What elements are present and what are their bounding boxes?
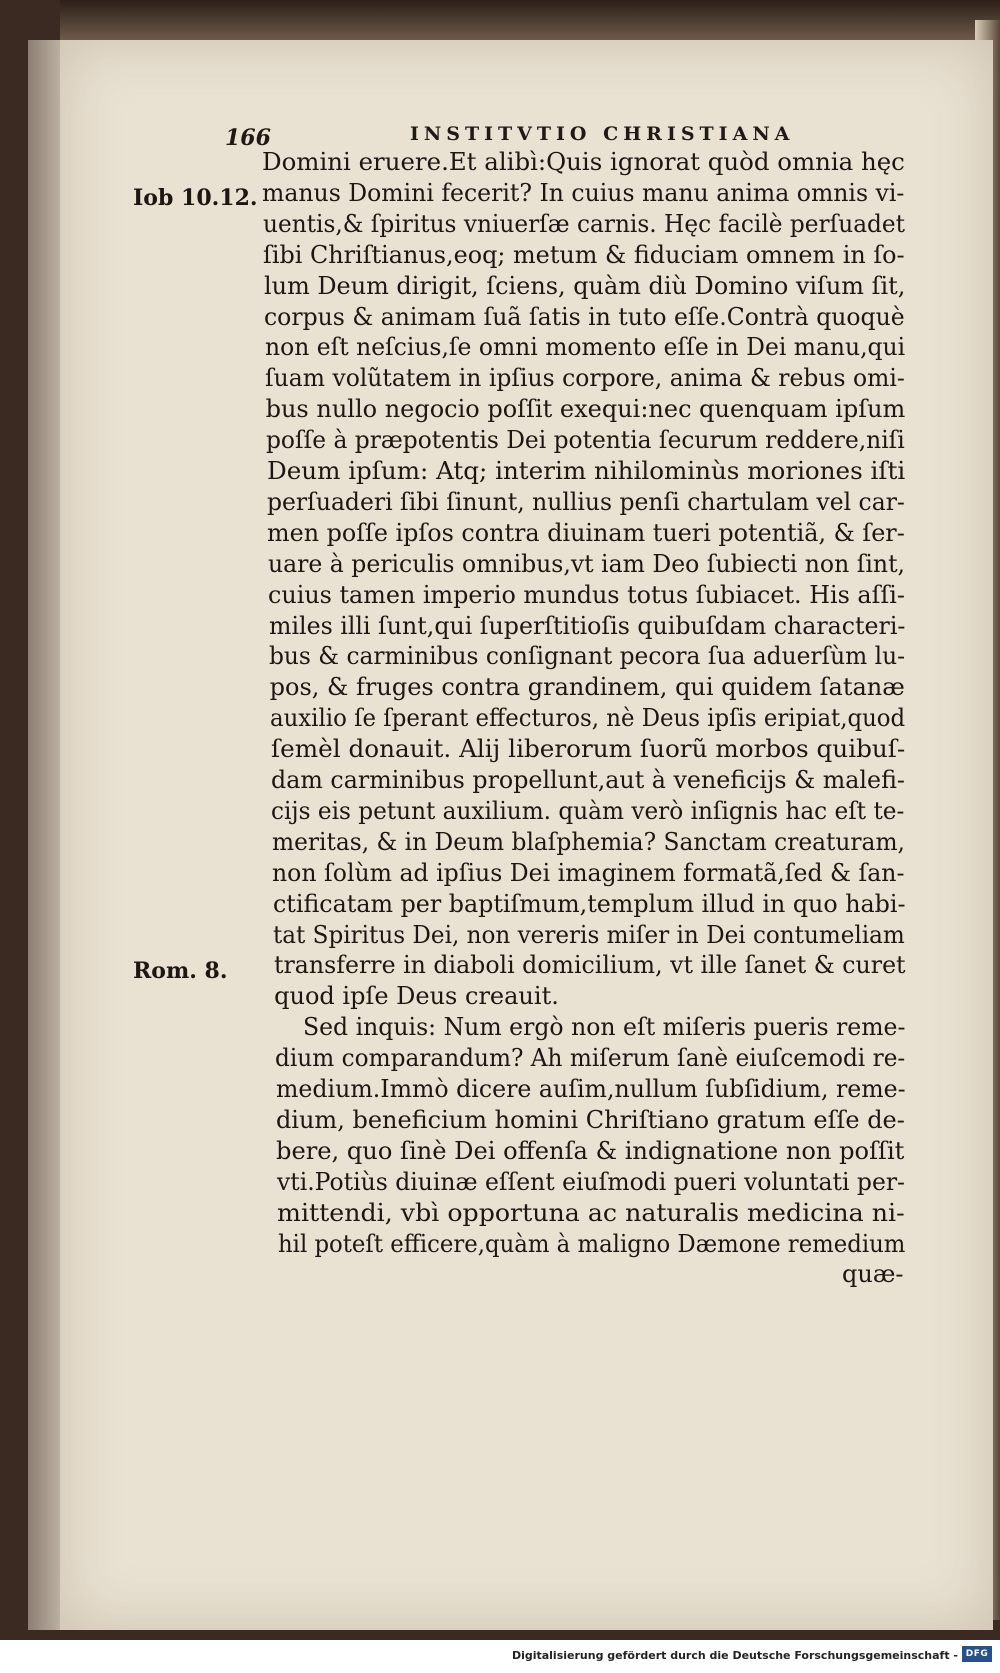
text-line: miles illi ſunt,qui ſuperſtitioſis quibuſdam characteri- — [268, 611, 906, 640]
text-line: vti.Potiùs diuinæ eſſent eiuſmodi pueri voluntati per- — [276, 1167, 905, 1196]
text-line: Sed inquis: Num ergò non eſt miſeris pueris reme- — [302, 1013, 906, 1042]
margin-note-job: Iob 10.12. — [133, 185, 258, 211]
text-line: ſemèl donauit. Alij liberorum ſuorũ morbos quibuſ- — [270, 735, 905, 764]
text-line: men poſſe ipſos contra diuinam tueri potentiã, & ſer- — [267, 518, 906, 547]
text-line: tat Spiritus Dei, non vereris miſer in Dei contumeliam — [273, 920, 906, 949]
text-line: corpus & animam ſuã ſatis in tuto eſſe.Contrà quoquè — [264, 302, 905, 331]
text-line: manus Domini fecerit? In cuius manu anima omnis vi- — [262, 178, 905, 207]
text-line: ſuam volũtatem in ipſius corpore, anima & rebus omi- — [265, 364, 905, 393]
text-line: uentis,& ſpiritus vniuerſæ carnis. Hęc facilè perſuadet — [262, 209, 905, 238]
running-head: INSTITVTIO CHRISTIANA — [410, 123, 795, 145]
text-line: bus & carminibus conſignant pecora ſua aduerſùm lu- — [269, 642, 906, 671]
text-line: non eſt neſcius,ſe omni momento eſſe in Dei manu,qui — [264, 333, 905, 362]
book-top-edge — [60, 0, 1000, 40]
text-line: meritas, & in Deum blaſphemia? Sanctam creaturam, — [271, 827, 905, 856]
text-line: non ſolùm ad ipſius Dei imaginem formatã,ſed & ſan- — [272, 858, 905, 887]
text-line: Deum ipſum: Atq; interim nihilominùs moriones iſti — [266, 457, 905, 485]
text-line: quæ- — [842, 1260, 904, 1289]
text-line: hil poteſt efficere,quàm à maligno Dæmone remedium — [277, 1229, 906, 1258]
footer-credit: Digitalisierung gefördert durch die Deutsche Forschungsgemeinschaft - — [511, 1649, 958, 1662]
text-line: Domini eruere.Et alibì:Quis ignorat quòd omnia hęc — [262, 148, 905, 176]
text-line: lum Deum dirigit, ſciens, quàm diù Domino viſum ſit, — [263, 271, 906, 300]
text-line: dium, beneficium homini Chriſtiano gratum eſſe de- — [275, 1105, 905, 1134]
text-line: ſibi Chriſtianus,eoq; metum & fiduciam omnem in ſo- — [263, 240, 905, 269]
margin-note-romans: Rom. 8. — [133, 958, 228, 984]
text-line: bere, quo ſinè Dei offenſa & indignatione non poſſit — [276, 1136, 905, 1165]
text-line: dam carminibus propellunt,aut à veneficijs & malefi- — [271, 766, 905, 794]
page-number: 166 — [225, 125, 271, 151]
text-line: medium.Immò dicere auſim,nullum ſubſidium, reme- — [275, 1075, 906, 1103]
text-line: ctificatam per baptiſmum,templum illud in quo habi- — [272, 889, 906, 918]
text-line: pos, & fruges contra grandinem, qui quidem ſatanæ — [269, 673, 905, 702]
text-line: dium comparandum? Ah miſerum ſanè eiuſcemodi re- — [275, 1044, 906, 1073]
text-line: mittendi, vbì opportuna ac naturalis medicina ni- — [277, 1198, 905, 1227]
text-line: cuius tamen imperio mundus totus ſubiacet. His aſſi- — [268, 580, 906, 609]
text-line: cijs eis petunt auxilium. quàm verò inſignis hac eſt te- — [271, 796, 905, 825]
text-line: poſſe à præpotentis Dei potentia ſecurum reddere,niſi — [266, 426, 905, 455]
text-line: auxilio ſe ſperant effecturos, nè Deus ipſis eripiat,quod — [270, 704, 906, 733]
text-line: bus nullo negocio poſſit exequi:nec quenquam ipſum — [265, 395, 906, 424]
text-line: uare à periculis omnibus,vt iam Deo ſubiecti non ſint, — [267, 549, 905, 578]
dfg-logo: DFG — [962, 1646, 992, 1662]
text-line: perſuaderi ſibi ſinunt, nullius penſi chartulam vel car- — [266, 487, 905, 516]
text-line: transferre in diaboli domicilium, vt ille ſanet & curet — [273, 951, 906, 980]
text-line: quod ipſe Deus creauit. — [274, 982, 559, 1011]
